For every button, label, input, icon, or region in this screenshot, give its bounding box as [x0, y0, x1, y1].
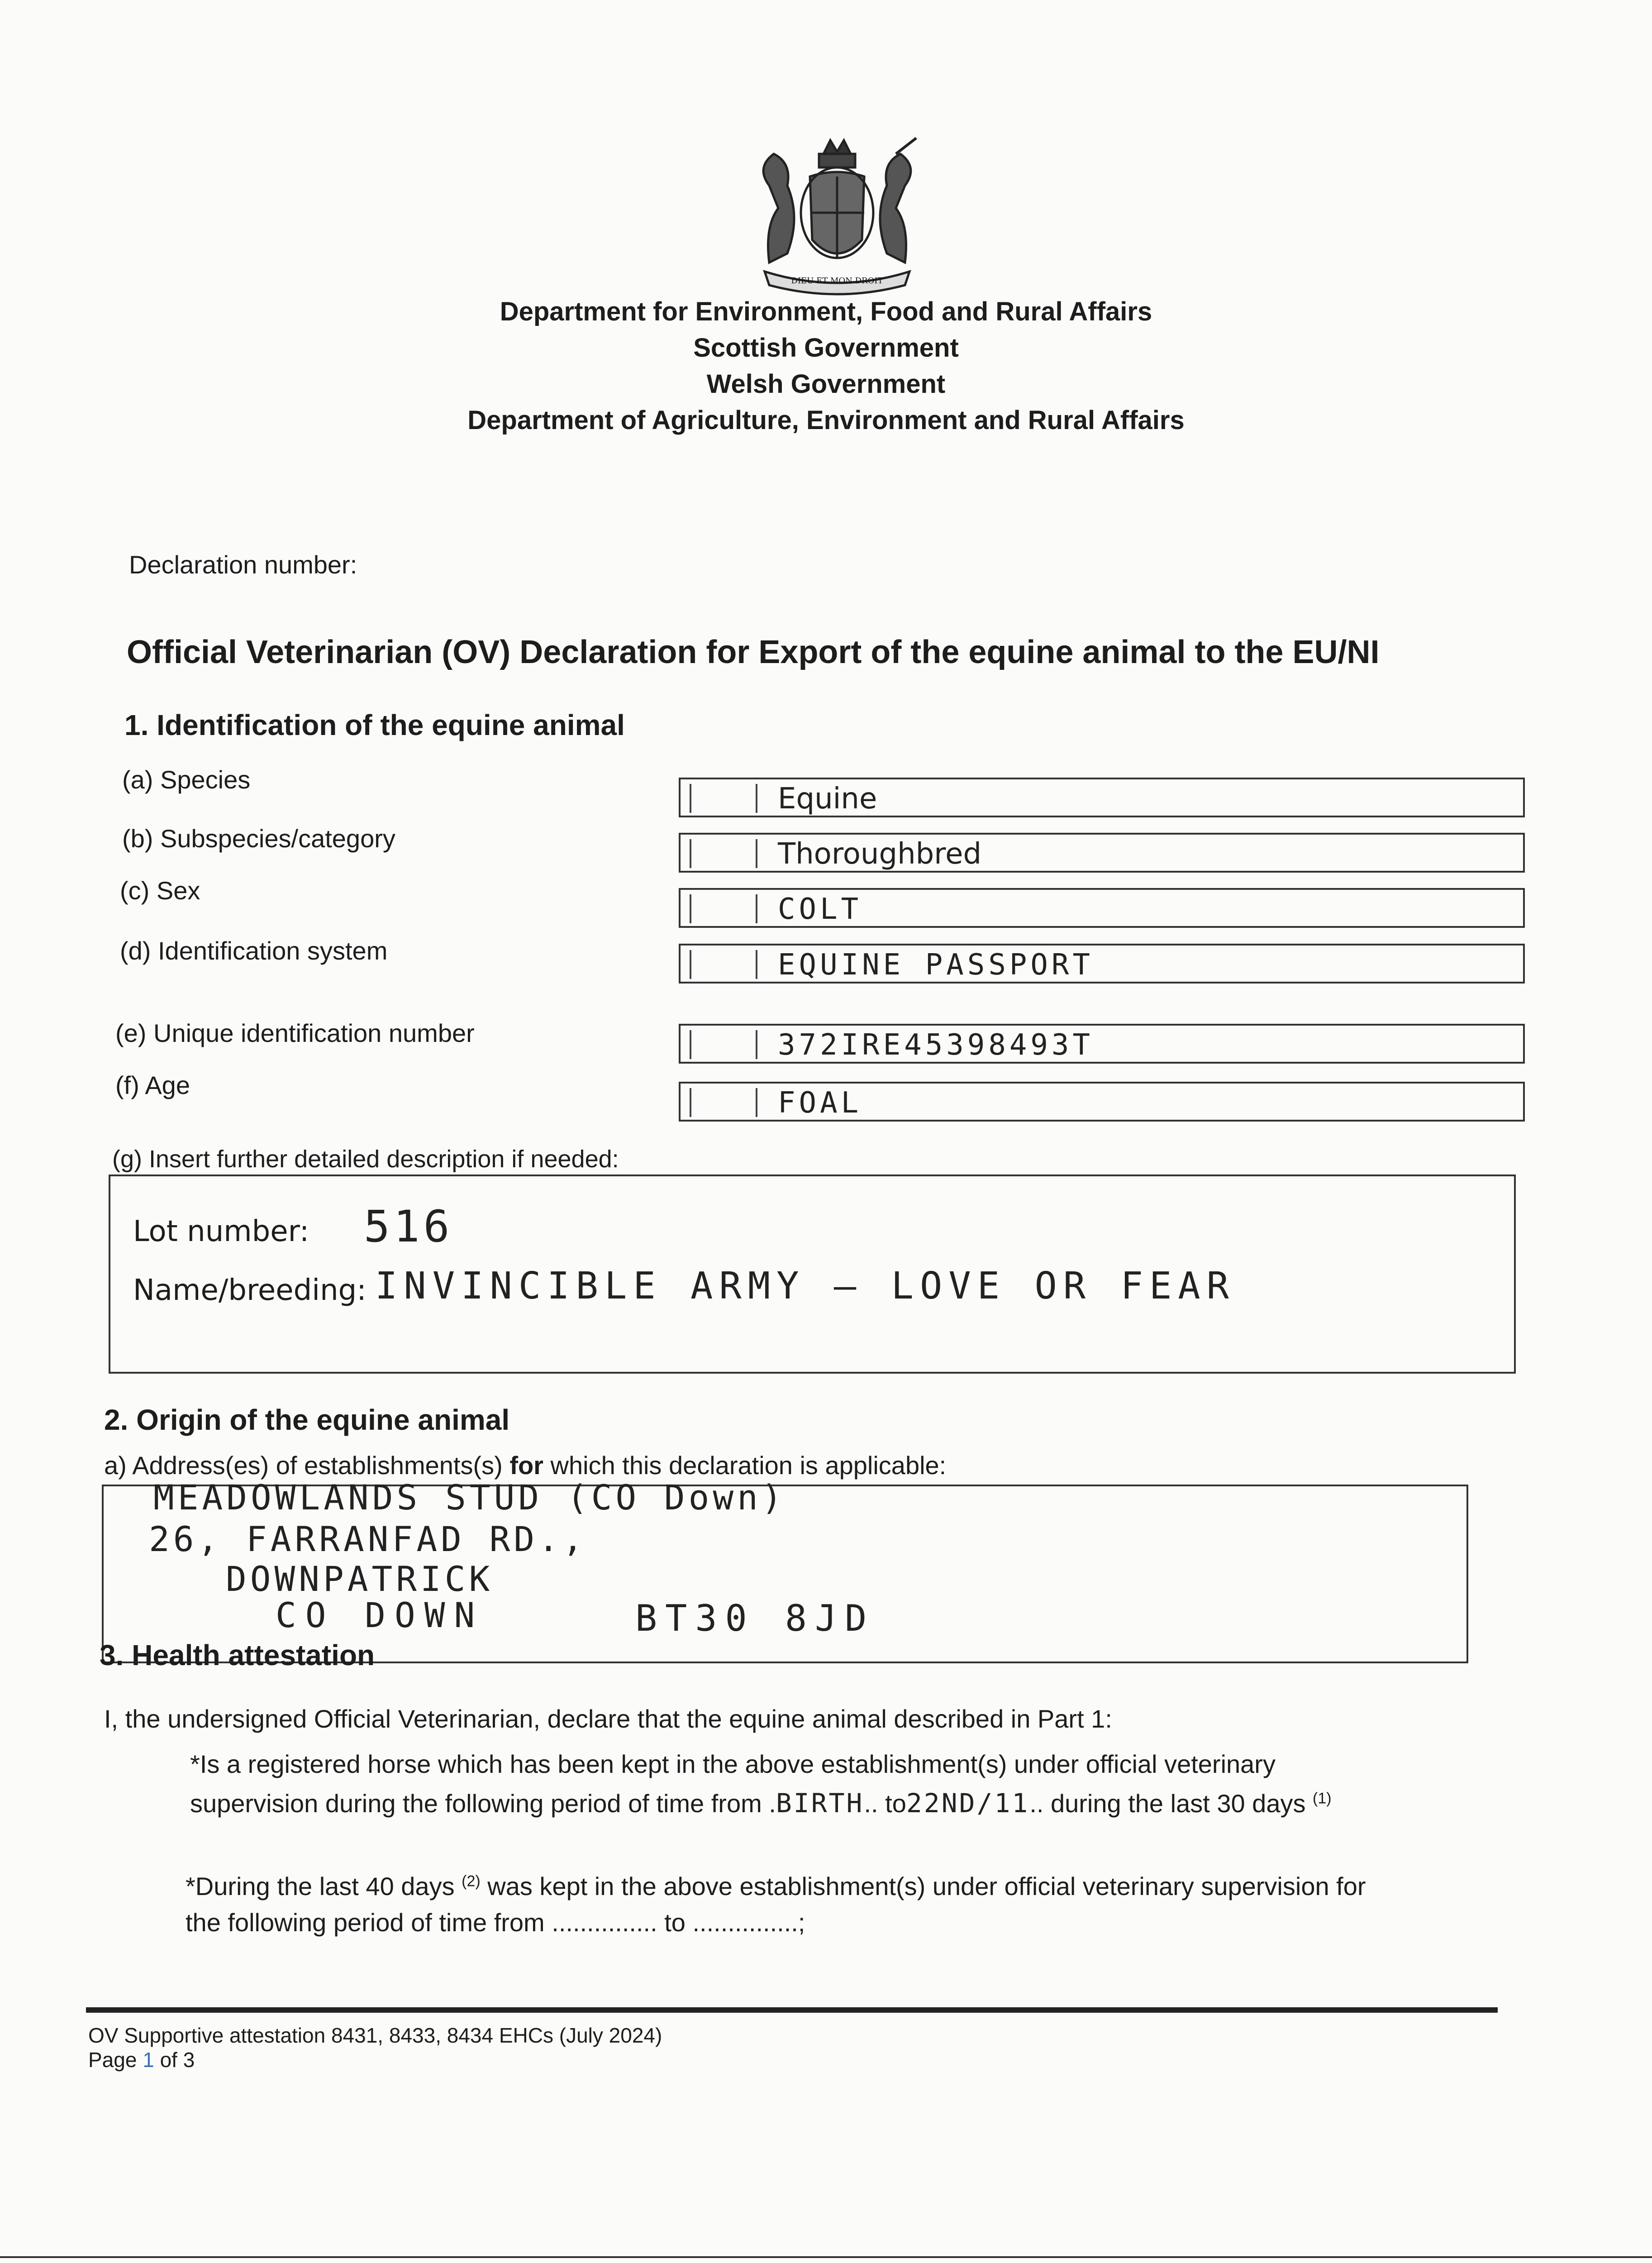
further-description-label: (g) Insert further detailed description if needed: — [112, 1146, 619, 1173]
address-label: a) Address(es) of establishments(s) for which this declaration is applicable: — [104, 1451, 947, 1480]
health-para1-line1: *Is a registered horse which has been kept in the above establishment(s) under official veterinary — [190, 1750, 1276, 1778]
uid-label: (e) Unique identification number — [115, 1019, 475, 1047]
footer — [88, 2023, 662, 2072]
field-checkbox[interactable] — [690, 894, 757, 923]
sex-value: COLT — [778, 893, 862, 926]
field-checkbox[interactable] — [690, 839, 757, 868]
lot-number-label: Lot number: — [133, 1215, 309, 1248]
address-line-3: DOWNPATRICK — [226, 1559, 494, 1599]
id-system-value: EQUINE PASSPORT — [778, 948, 1094, 982]
header-line-scottish-gov: Scottish Government — [693, 333, 959, 363]
document-title: Official Veterinarian (OV) Declaration for Export of the equine animal to the EU/NI — [127, 634, 1380, 670]
address-line-1: MEADOWLANDS STUD (CO Down) — [153, 1477, 786, 1518]
section-2-heading: 2. Origin of the equine animal — [104, 1404, 510, 1436]
section-3-heading: 3. Health attestation — [100, 1639, 375, 1671]
age-value: FOAL — [778, 1086, 862, 1120]
address-postcode: BT30 8JD — [635, 1597, 875, 1639]
address-line-2: 26, FARRANFAD RD., — [149, 1519, 587, 1559]
royal-coat-of-arms-icon — [738, 136, 937, 299]
lot-number-value: 516 — [364, 1201, 453, 1252]
field-checkbox[interactable] — [690, 784, 757, 813]
id-system-label: (d) Identification system — [120, 936, 388, 965]
uid-field[interactable] — [679, 1024, 1525, 1064]
further-description-box[interactable] — [109, 1174, 1516, 1374]
header-line-defra: Department for Environment, Food and Rural Affairs — [500, 297, 1152, 326]
name-breeding-value: INVINCIBLE ARMY — LOVE OR FEAR — [375, 1265, 1236, 1308]
uid-value: 372IRE45398493T — [778, 1028, 1094, 1062]
sex-field[interactable] — [679, 888, 1525, 928]
age-label: (f) Age — [115, 1071, 190, 1099]
health-intro: I, the undersigned Official Veterinarian, declare that the equine animal described in Part 1: — [104, 1704, 1112, 1733]
health-para2-line2: the following period of time from ............... to ...............; — [186, 1908, 805, 1937]
header-line-daera: Department of Agriculture, Environment and Rural Affairs — [467, 406, 1185, 435]
field-checkbox[interactable] — [690, 1030, 757, 1059]
footer-page-number: Page 1 of 3 — [88, 2048, 195, 2072]
scan-edge-line — [0, 2256, 1652, 2258]
subspecies-value: Thoroughbred — [778, 837, 982, 871]
header-line-welsh-gov: Welsh Government — [706, 369, 946, 399]
subspecies-field[interactable] — [679, 833, 1525, 873]
footer-attestation: OV Supportive attestation 8431, 8433, 8434 EHCs (July 2024) — [88, 2024, 662, 2047]
age-field[interactable] — [679, 1082, 1525, 1122]
species-value: Equine — [778, 782, 877, 816]
health-para2-line1: *During the last 40 days $^{(2)}$ was kept in the above establishment(s) under official veterinary supervision for — [186, 1872, 1366, 1900]
name-breeding-label: Name/breeding: — [133, 1274, 367, 1307]
section-1-heading: 1. Identification of the equine animal — [124, 709, 625, 741]
health-para1-line2: supervision during the following period of time from .BIRTH.. to22ND/11.. during the last 30 days $^{(1)}$ — [190, 1788, 1332, 1819]
footer-divider — [86, 2007, 1498, 2013]
species-field[interactable] — [679, 778, 1525, 817]
sex-label: (c) Sex — [120, 876, 200, 905]
species-label: (a) Species — [122, 765, 251, 794]
id-system-field[interactable] — [679, 944, 1525, 983]
address-box[interactable] — [102, 1477, 1468, 1663]
address-line-4: CO DOWN — [276, 1595, 484, 1635]
crest-motto: DIEU ET MON DROIT — [791, 276, 883, 286]
field-checkbox[interactable] — [690, 950, 757, 979]
period-from-value: BIRTH — [776, 1788, 864, 1819]
declaration-number-label: Declaration number: — [129, 550, 357, 579]
period-to-value: 22ND/11 — [906, 1788, 1030, 1819]
field-checkbox[interactable] — [690, 1088, 757, 1117]
subspecies-label: (b) Subspecies/category — [122, 824, 395, 853]
